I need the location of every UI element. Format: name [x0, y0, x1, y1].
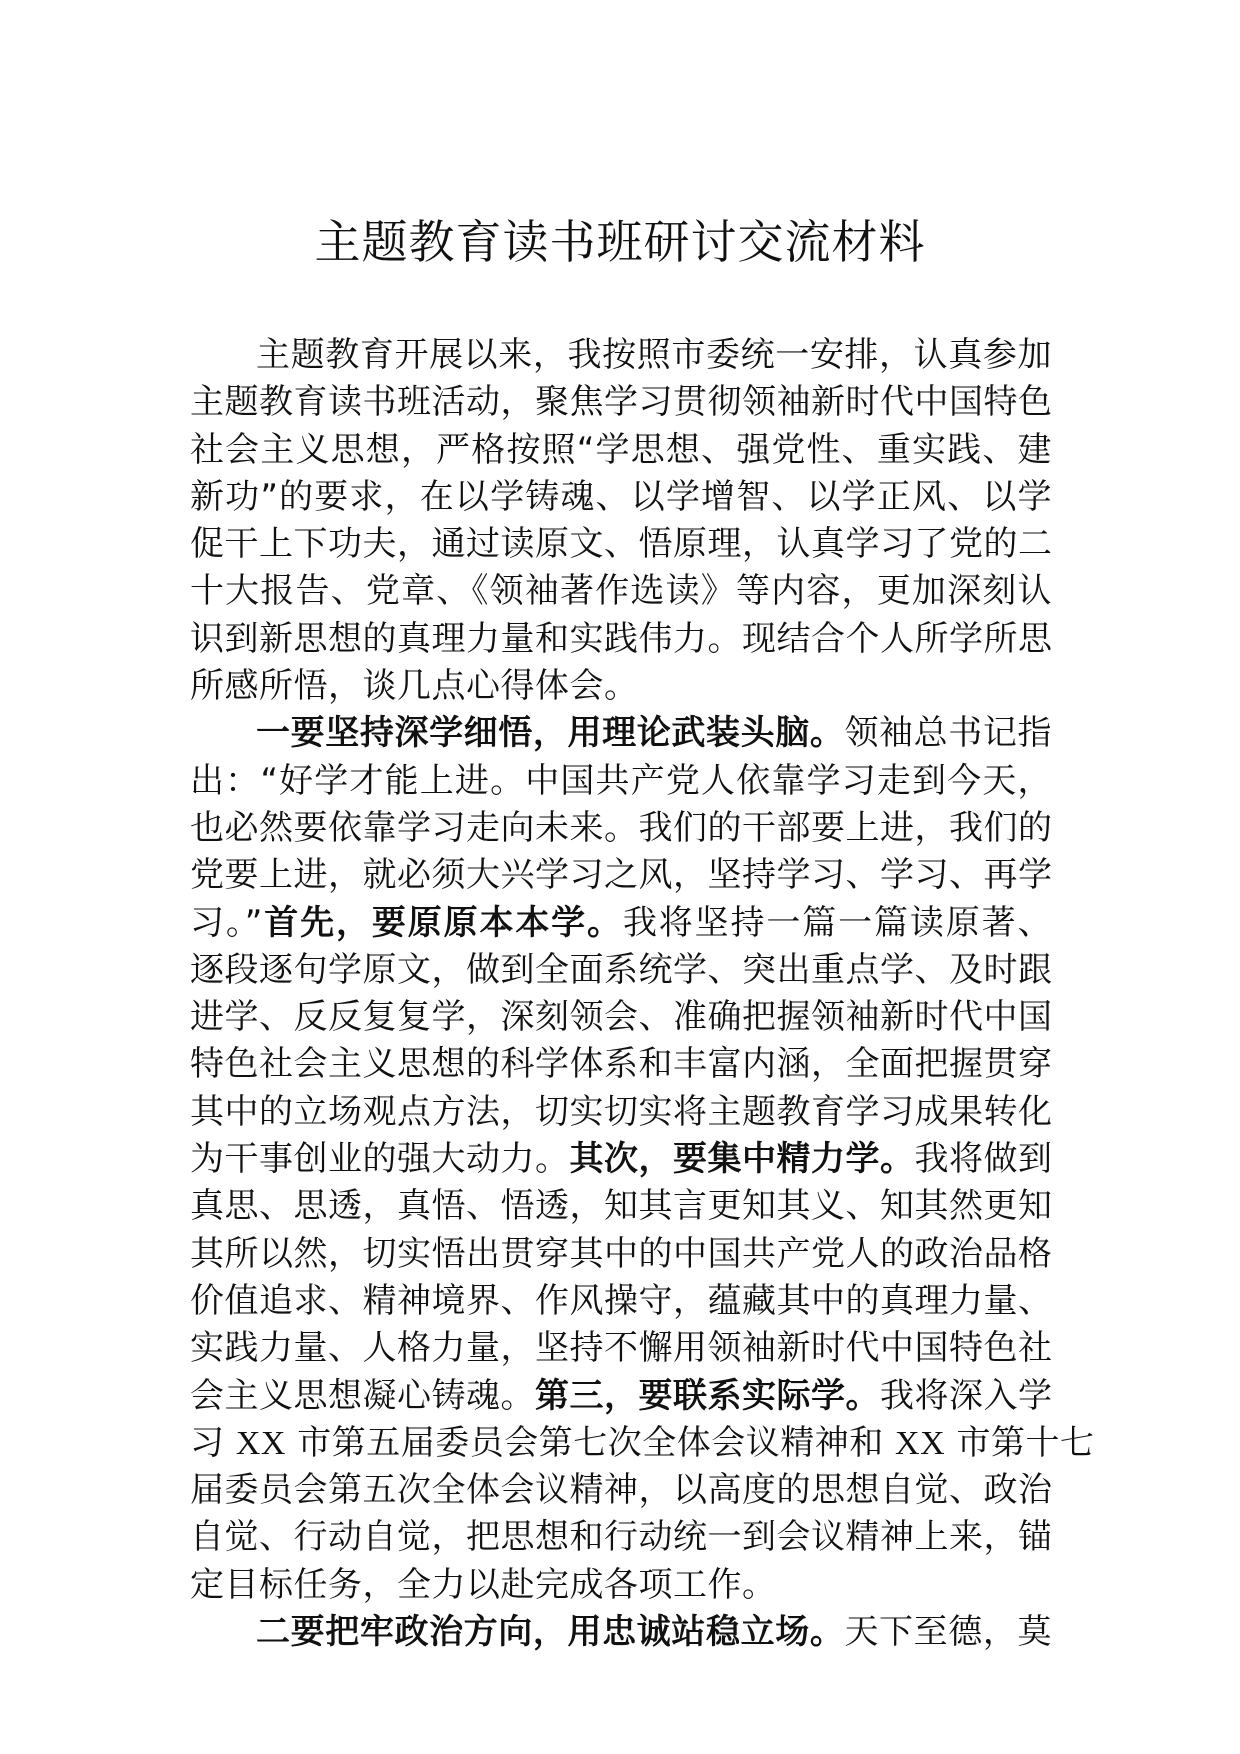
text-segment: 习 — [190, 1422, 236, 1463]
bold-heading-segment: 首先，要原原本本学。 — [262, 902, 623, 943]
text-segment: 识到新思想的真理力量和实践伟力。现结合个人所学所思 — [190, 618, 1053, 659]
text-segment: 我将深入学 — [880, 1375, 1053, 1416]
text-line — [190, 758, 1052, 805]
text-line — [190, 1278, 1052, 1325]
text-segment: 其所以然，切实悟出贯穿其中的中国共产党人的政治品格 — [190, 1233, 1053, 1274]
bold-heading-segment: 一要坚持深学细悟，用理论武装头脑。 — [256, 713, 845, 754]
text-segment: 党要上进，就必须大兴学习之风，坚持学习、学习、再学 — [190, 855, 1053, 896]
text-segment: 其中的立场观点方法，切实切实将主题教育学习成果转化 — [190, 1091, 1053, 1132]
text-segment: 会主义思想凝心铸魂。 — [190, 1375, 535, 1416]
text-segment: 天下至德，莫 — [844, 1612, 1053, 1653]
text-line — [190, 379, 1052, 426]
text-line — [190, 1089, 1052, 1136]
text-segment: 我将坚持一篇一篇读原著、 — [622, 902, 1053, 943]
text-segment: 市第五届委员会第七次全体会议精神和 — [285, 1422, 896, 1463]
text-line — [190, 710, 1052, 757]
text-segment: 定目标任务，全力以赴完成各项工作。 — [190, 1564, 777, 1605]
document-title: 主题教育读书班研讨交流材料 — [314, 215, 926, 269]
text-segment: 领袖总书记指 — [844, 713, 1053, 754]
text-segment: 也必然要依靠学习走向未来。我们的干部要上进，我们的 — [190, 807, 1053, 848]
text-segment: XX — [235, 1424, 286, 1462]
text-line — [190, 1041, 1052, 1088]
text-line — [190, 1609, 1052, 1656]
text-line — [190, 663, 1052, 710]
bold-heading-segment: 二要把牢政治方向，用忠诚站稳立场。 — [256, 1612, 845, 1653]
text-segment: XX — [895, 1424, 946, 1462]
text-line — [190, 1373, 1052, 1420]
text-line — [190, 474, 1052, 521]
text-segment: 为干事创业的强大动力。 — [190, 1139, 570, 1180]
text-segment: 所感所悟，谈几点心得体会。 — [190, 666, 639, 707]
text-segment: 自觉、行动自觉，把思想和行动统一到会议精神上来，锚 — [190, 1517, 1053, 1558]
text-line — [190, 852, 1052, 899]
text-segment: 促干上下功夫，通过读原文、悟原理，认真学习了党的二 — [190, 524, 1053, 565]
text-segment: 价值追求、精神境界、作风操守，蕴藏其中的真理力量、 — [190, 1280, 1053, 1321]
text-segment: 逐段逐句学原文，做到全面系统学、突出重点学、及时跟 — [190, 949, 1053, 990]
text-line — [190, 1562, 1052, 1609]
text-segment: 真思、思透，真悟、悟透，知其言更知其义、知其然更知 — [190, 1186, 1053, 1227]
document-body — [190, 332, 1095, 1656]
text-segment: 我将做到 — [914, 1139, 1053, 1180]
text-segment: 社会主义思想，严格按照“学思想、强党性、重实践、建 — [190, 429, 1052, 470]
text-line — [190, 1183, 1052, 1230]
text-segment: 主题教育开展以来，我按照市委统一安排，认真参加 — [256, 335, 1052, 375]
text-segment: 特色社会主义思想的科学体系和丰富内涵，全面把握贯穿 — [190, 1044, 1053, 1085]
text-segment: 市第十七 — [945, 1422, 1095, 1463]
text-segment: 习。” — [190, 902, 263, 943]
text-line — [190, 332, 1052, 379]
text-line — [190, 1420, 1095, 1467]
text-segment: 进学、反反复复学，深刻领会、准确把握领袖新时代中国 — [190, 997, 1053, 1038]
text-segment: 主题教育读书班活动，聚焦学习贯彻领袖新时代中国特色 — [190, 382, 1053, 423]
text-line — [190, 427, 1052, 474]
bold-heading-segment: 其次，要集中精力学。 — [569, 1139, 915, 1180]
text-line — [190, 1514, 1052, 1561]
text-line — [190, 521, 1052, 568]
text-line — [190, 1231, 1052, 1278]
text-segment: 实践力量、人格力量，坚持不懈用领袖新时代中国特色社 — [190, 1328, 1053, 1369]
text-segment: 十大报告、党章、《领袖著作选读》等内容，更加深刻认 — [190, 571, 1052, 612]
text-segment: 新功”的要求，在以学铸魂、以学增智、以学正风、以学 — [190, 476, 1052, 517]
text-line — [190, 1467, 1052, 1514]
text-line — [190, 994, 1052, 1041]
text-line — [190, 616, 1052, 663]
text-line — [190, 947, 1052, 994]
text-line — [190, 805, 1052, 852]
text-segment: 出：“好学才能上进。中国共产党人依靠学习走到今天， — [190, 760, 1052, 801]
bold-heading-segment: 第三，要联系实际学。 — [535, 1375, 880, 1416]
text-line — [190, 568, 1052, 615]
text-line — [190, 900, 1052, 947]
text-segment: 届委员会第五次全体会议精神，以高度的思想自觉、政治 — [190, 1470, 1053, 1511]
text-line — [190, 1325, 1052, 1372]
text-line — [190, 1136, 1052, 1183]
